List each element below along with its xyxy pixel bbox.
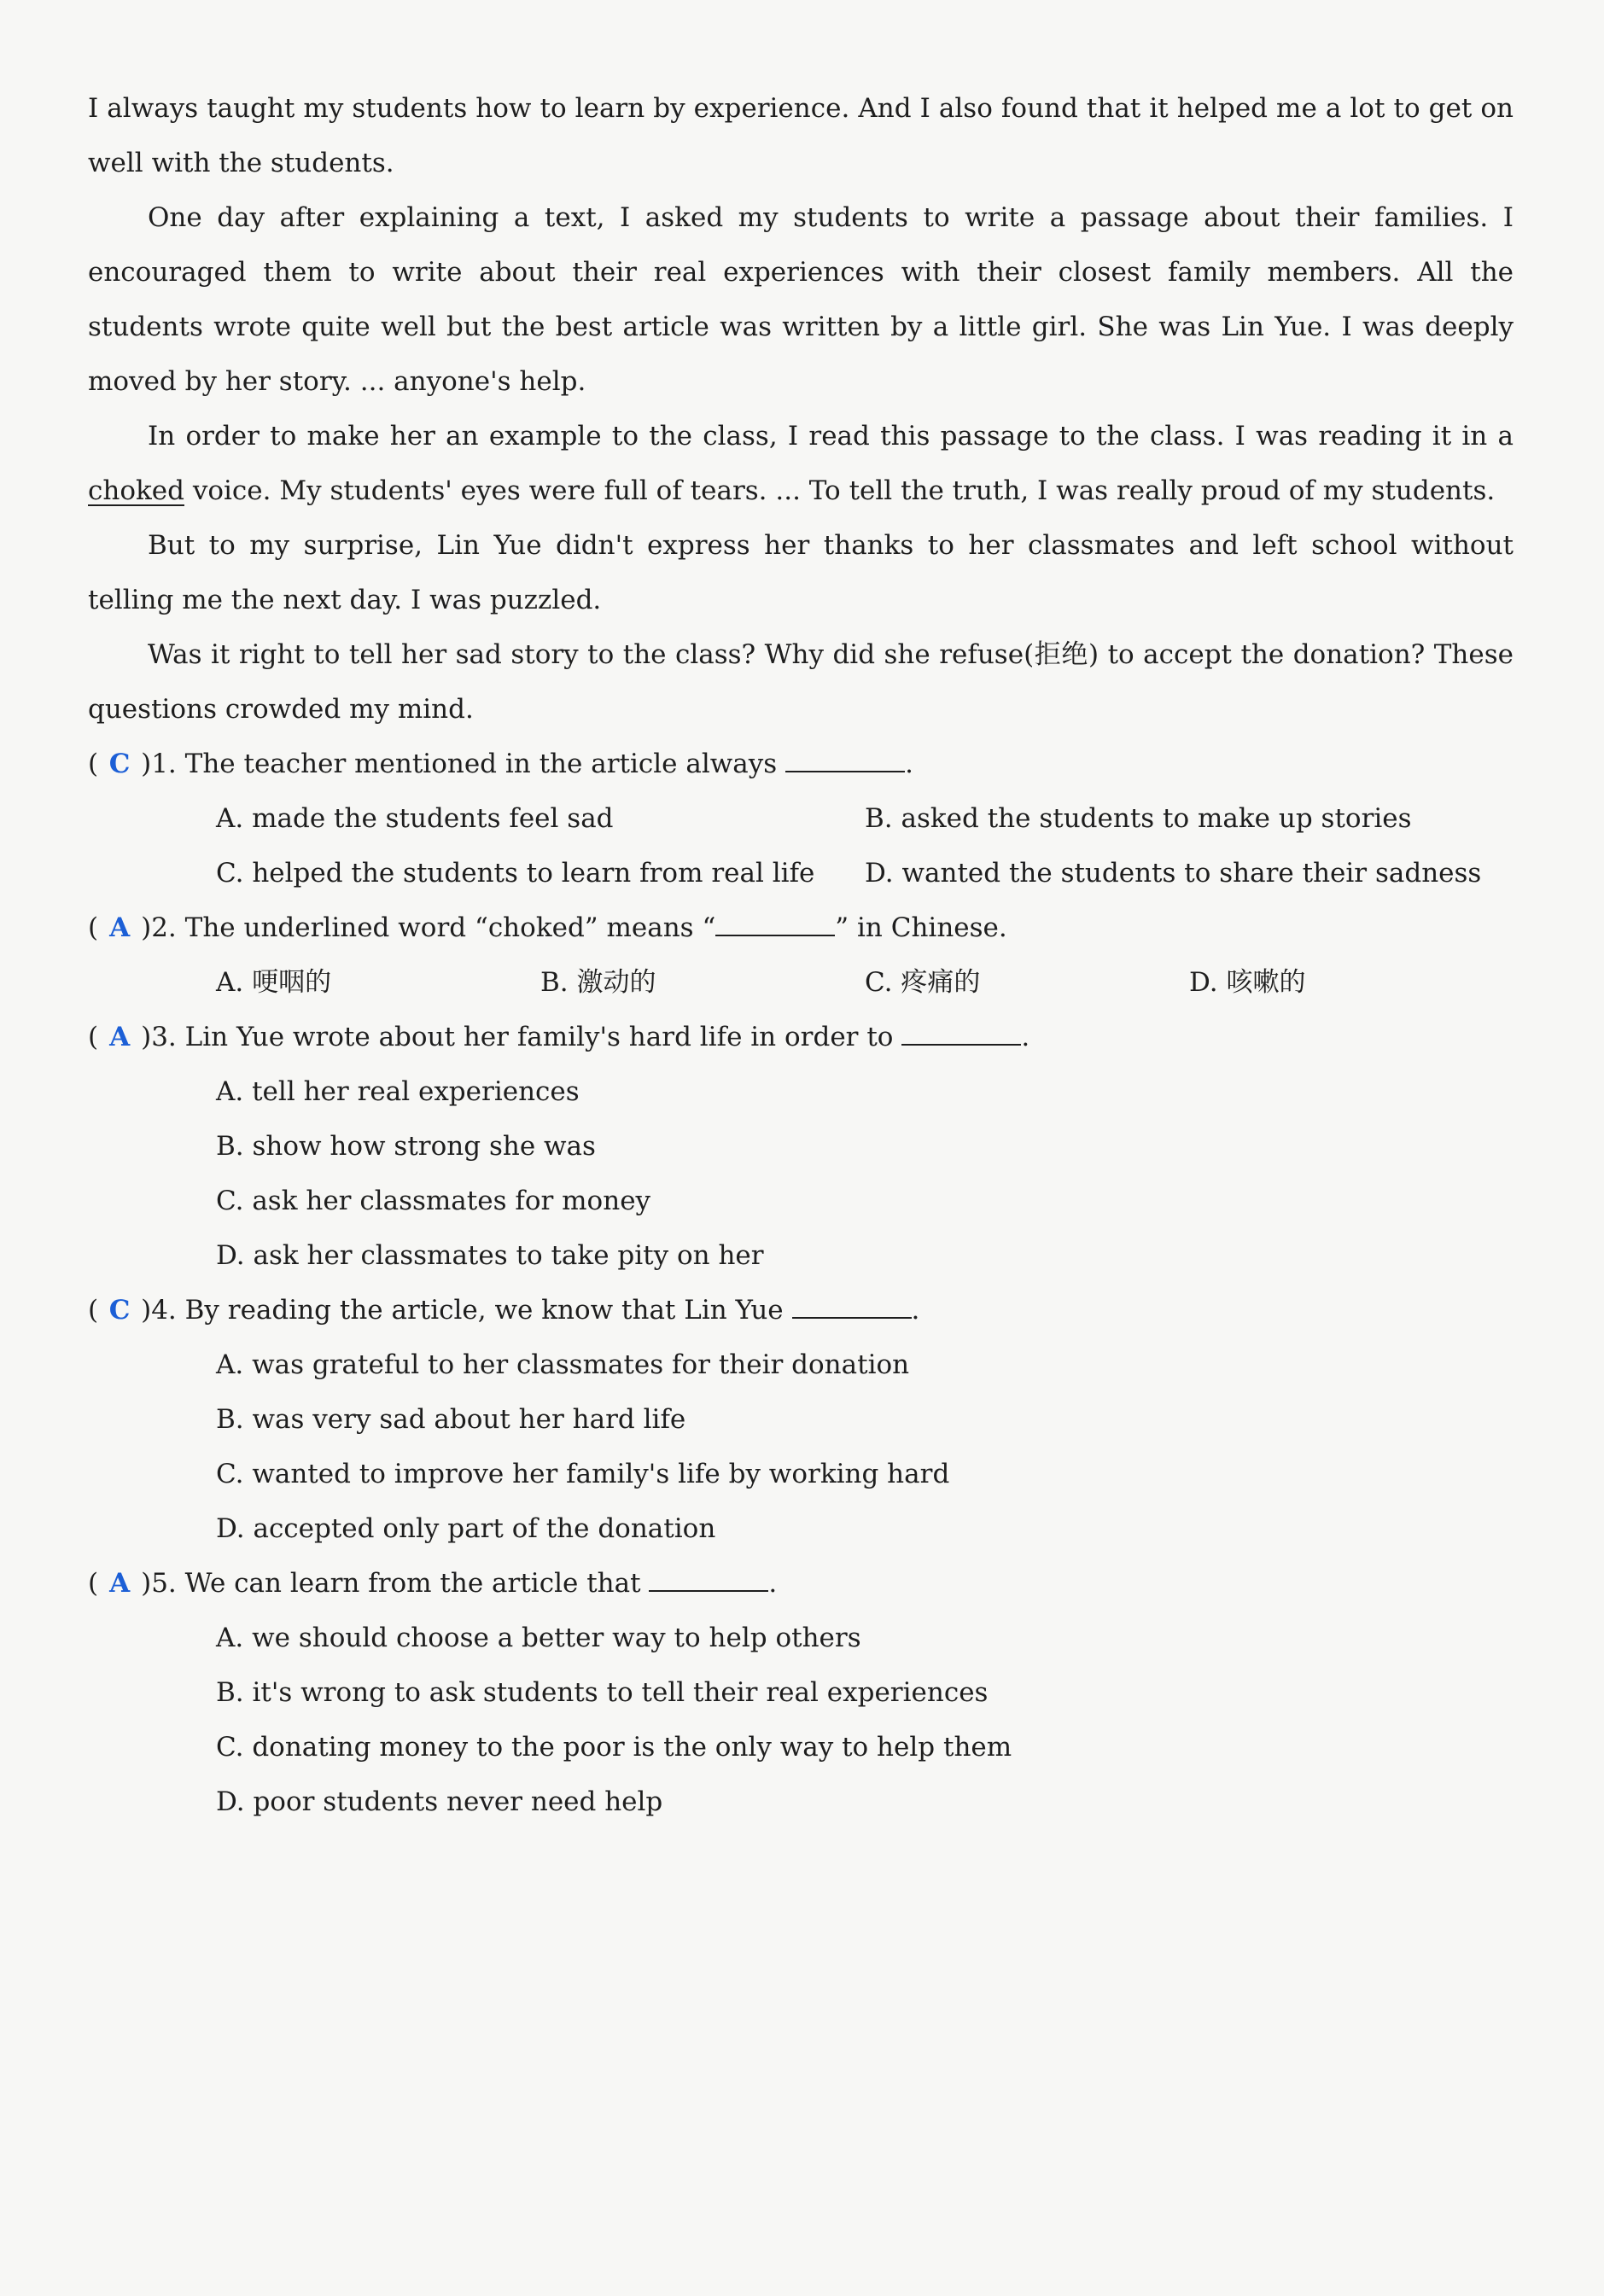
- option-b: B. it's wrong to ask students to tell their real experiences: [216, 1677, 989, 1708]
- option-b: B. asked the students to make up stories: [865, 803, 1412, 834]
- options-row: [88, 791, 1514, 846]
- answer-blank: [792, 1291, 912, 1319]
- answer-mark: A: [109, 912, 131, 943]
- paragraph-1: I always taught my students how to learn by experience. And I also found that it helped me a lot to get on well with the students.: [88, 93, 1514, 178]
- option-a: A. tell her real experiences: [216, 1076, 580, 1107]
- option-a: A. we should choose a better way to help others: [216, 1623, 861, 1653]
- underlined-word: choked: [88, 475, 184, 506]
- stem-end: ” in Chinese.: [835, 912, 1007, 943]
- option-b: B. show how strong she was: [216, 1131, 596, 1162]
- option-c: C. ask her classmates for money: [216, 1186, 651, 1216]
- stem-end: .: [1021, 1022, 1030, 1052]
- paragraph-2: One day after explaining a text, I asked my students to write a passage about their families. I encouraged them to write about their real experiences with their closest family members. All the students wrote quite well but the best article was written by a little girl. She was Lin Yue. I was deeply moved by her story. ... anyone's help.: [88, 202, 1514, 397]
- option-c: C. wanted to improve her family's life by working hard: [216, 1459, 950, 1489]
- answer-mark: C: [108, 1295, 131, 1326]
- paren: (: [88, 912, 99, 943]
- option-d: D. poor students never need help: [216, 1786, 663, 1817]
- option-a: A. was grateful to her classmates for their donation: [216, 1349, 910, 1380]
- options-row: [88, 846, 1514, 900]
- question-stem: By reading the article, we know that Lin Yue: [184, 1295, 784, 1326]
- option-d: D. accepted only part of the donation: [216, 1513, 716, 1544]
- options-row: [88, 955, 1514, 1010]
- answer-blank: [785, 745, 905, 772]
- option-d: D. wanted the students to share their sadness: [865, 858, 1482, 889]
- answer-blank: [649, 1565, 768, 1592]
- option-c: C. helped the students to learn from real life: [216, 858, 815, 889]
- option-a: A. made the students feel sad: [216, 803, 614, 834]
- p3-pre: In order to make her an example to the class, I read this passage to the class. I was reading it in a: [148, 421, 1514, 452]
- paren: (: [88, 1568, 99, 1599]
- paragraph-4: But to my surprise, Lin Yue didn't express her thanks to her classmates and left school without telling me the next day. I was puzzled.: [88, 530, 1514, 615]
- question-number: )4.: [141, 1295, 177, 1326]
- option-b: B. 激动的: [540, 967, 656, 998]
- question-stem: The underlined word “choked” means “: [184, 912, 716, 943]
- answer-mark: A: [109, 1022, 131, 1052]
- answer-mark: C: [108, 749, 131, 779]
- question-stem: We can learn from the article that: [184, 1568, 641, 1599]
- question-4: [88, 1283, 1514, 1337]
- stem-end: .: [768, 1568, 778, 1599]
- option-b: B. was very sad about her hard life: [216, 1404, 686, 1435]
- question-1: [88, 737, 1514, 791]
- answer-blank: [901, 1018, 1021, 1046]
- passage: [88, 81, 1514, 1829]
- question-3: [88, 1010, 1514, 1064]
- option-c: C. donating money to the poor is the only way to help them: [216, 1732, 1012, 1763]
- question-number: )1.: [141, 749, 177, 779]
- option-d: D. 咳嗽的: [1189, 967, 1306, 998]
- question-stem: Lin Yue wrote about her family's hard life in order to: [184, 1022, 894, 1052]
- stem-end: .: [905, 749, 913, 779]
- answer-mark: A: [109, 1568, 131, 1599]
- answer-blank: [715, 909, 835, 936]
- question-number: )2.: [141, 912, 177, 943]
- option-c: C. 疼痛的: [865, 967, 981, 998]
- paren: (: [88, 749, 99, 779]
- question-number: )5.: [141, 1568, 177, 1599]
- option-d: D. ask her classmates to take pity on her: [216, 1240, 764, 1271]
- paragraph-3: [88, 409, 1514, 518]
- question-2: [88, 900, 1514, 955]
- question-number: )3.: [141, 1022, 177, 1052]
- paren: (: [88, 1022, 99, 1052]
- p3-post: voice. My students' eyes were full of tears. ... To tell the truth, I was really proud of my students.: [192, 475, 1496, 506]
- paren: (: [88, 1295, 99, 1326]
- paragraph-5: Was it right to tell her sad story to the class? Why did she refuse(拒绝) to accept the donation? These questions crowded my mind.: [88, 639, 1514, 725]
- question-5: [88, 1556, 1514, 1611]
- stem-end: .: [911, 1295, 920, 1326]
- option-a: A. 哽咽的: [216, 967, 332, 998]
- question-stem: The teacher mentioned in the article always: [184, 749, 778, 779]
